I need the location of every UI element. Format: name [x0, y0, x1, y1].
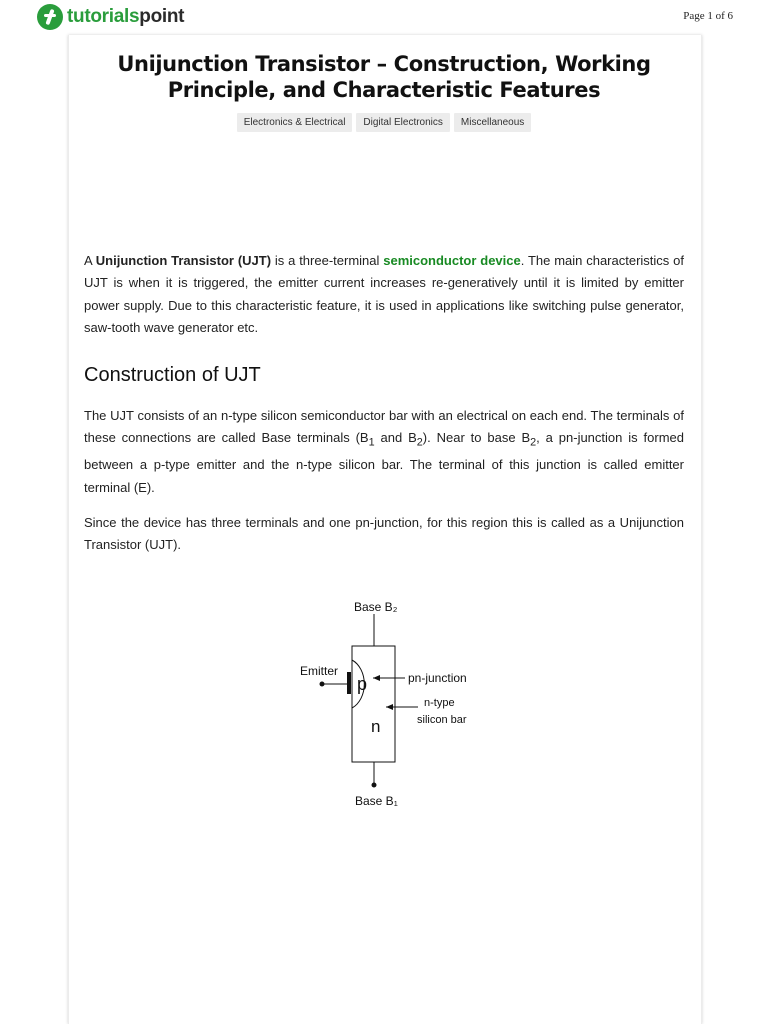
tag-electronics-electrical[interactable]: Electronics & Electrical	[237, 113, 353, 132]
n-label: n	[371, 717, 381, 736]
page-indicator: Page 1 of 6	[683, 10, 733, 22]
silicon-bar	[352, 646, 395, 762]
three-terminal-paragraph: Since the device has three terminals and one pn-junction, for this region this is called as a Unijunction Transistor (UJT).	[84, 515, 684, 553]
construction-paragraph: The UJT consists of an n-type silicon semiconductor bar with an electrical on each end. The terminals of these connections are called Base terminals ($B_1$ and $B_2$). Near to base $B_2$, a pn-junction is formed between a p-type emitter and the n-type silicon bar. The terminal of this junction is called emitter terminal (E).	[84, 408, 684, 495]
tag-digital-electronics[interactable]: Digital Electronics	[356, 113, 449, 132]
emitter-label: Emitter	[300, 664, 339, 678]
silicon-bar-label: silicon bar	[417, 714, 467, 726]
base-b2-label: Base B₂	[354, 600, 398, 614]
ujt-construction-diagram	[290, 592, 490, 817]
pn-junction-label: pn-junction	[408, 671, 467, 685]
logo-icon	[37, 4, 63, 30]
logo-text: tutorialspoint	[67, 6, 185, 27]
n-type-label: n-type	[424, 697, 455, 709]
tag-miscellaneous[interactable]: Miscellaneous	[454, 113, 531, 132]
p-label: p	[357, 674, 368, 694]
base-b1-label: Base B₁	[355, 794, 398, 808]
article-title: Unijunction Transistor – Construction, Working Principle, and Characteristic Features	[117, 52, 651, 102]
tag-list	[84, 113, 684, 132]
intro-paragraph: A Unijunction Transistor (UJT) is a three-terminal semiconductor device. The main characteristics of UJT is when it is triggered, the emitter current increases re-generatively until it is limited by emitter power supply. Due to this characteristic feature, it is used in applications like switching pulse generator, saw-tooth wave generator etc.	[84, 253, 684, 336]
logo[interactable]	[37, 3, 184, 31]
emitter-plate	[347, 672, 351, 694]
semiconductor-device-link[interactable]: semiconductor device	[383, 253, 521, 268]
section-heading: Construction of UJT	[84, 364, 261, 386]
ujt-term: Unijunction Transistor (UJT)	[95, 253, 272, 268]
